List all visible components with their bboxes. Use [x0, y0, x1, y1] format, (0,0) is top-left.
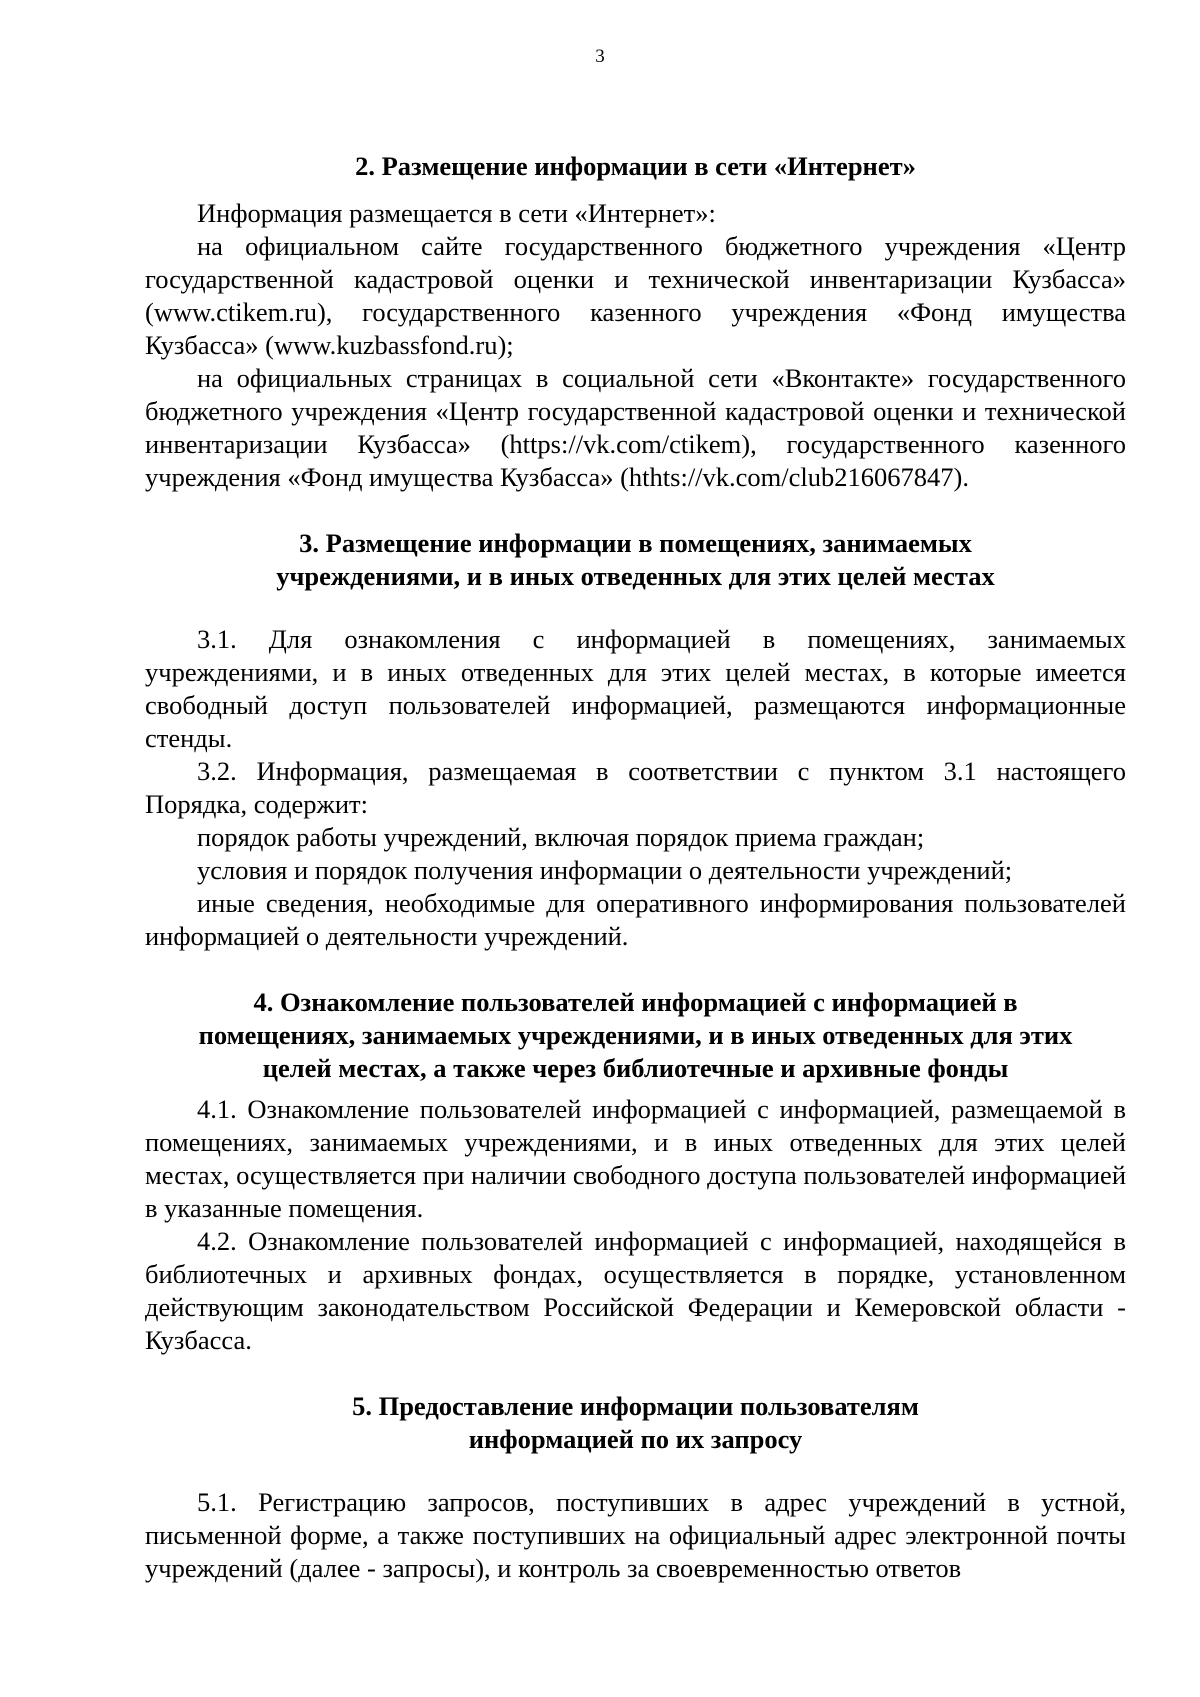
section-4-heading-line-1: 4. Ознакомление пользователей информацией с информацией в — [253, 987, 1018, 1017]
section-5-heading-line-2: информацией по их запросу — [468, 1424, 803, 1454]
section-3-heading — [145, 527, 1126, 593]
section-5-paragraph: 5.1. Регистрацию запросов, поступивших в адрес учреждений в устной, письменной форме, а также поступивших на официальный адрес электронной почты учреждений (далее - запросы), и контроль за своевременностью ответов — [145, 1487, 1126, 1583]
section-2-paragraph: на официальных страницах в социальной сети «Вконтакте» государственного бюджетного учреждения «Центр государственной кадастровой оценки и технической инвентаризации Кузбасса» (https://vk.com/ctikem), государственного казенного учреждения «Фонд имущества Кузбасса» (hthts://vk.com/club216067847). — [145, 363, 1126, 492]
section-5-heading — [145, 1390, 1126, 1456]
section-3-paragraph: 3.2. Информация, размещаемая в соответствии с пунктом 3.1 настоящего Порядка, содержит: — [145, 756, 1126, 819]
section-2-heading: 2. Размещение информации в сети «Интернет» — [355, 151, 916, 181]
section-3-heading-line-1: 3. Размещение информации в помещениях, занимаемых — [299, 528, 972, 558]
section-4-heading — [145, 986, 1126, 1085]
section-3-heading-line-2: учреждениями, и в иных отведенных для этих целей местах — [276, 561, 995, 591]
document-body — [145, 150, 1126, 1585]
section-2-intro: Информация размещается в сети «Интернет»: — [197, 198, 716, 228]
section-2-paragraph: на официальном сайте государственного бюджетного учреждения «Центр государственной кадастровой оценки и технической инвентаризации Кузбасса» (www.ctikem.ru), государственного казенного учреждения «Фонд имущества Кузбасса» (www.kuzbassfond.ru); — [145, 231, 1126, 360]
section-3-list-item: порядок работы учреждений, включая порядок приема граждан; — [197, 822, 925, 852]
section-3-list-item: иные сведения, необходимые для оперативного информирования пользователей информацией о деятельности учреждений. — [145, 888, 1126, 951]
section-5-heading-line-1: 5. Предоставление информации пользователям — [352, 1391, 919, 1421]
section-4-heading-line-2: помещениях, занимаемых учреждениями, и в иных отведенных для этих — [198, 1020, 1073, 1050]
section-3-list-item: условия и порядок получения информации о деятельности учреждений; — [197, 855, 1013, 885]
section-4-paragraph: 4.1. Ознакомление пользователей информацией с информацией, размещаемой в помещениях, занимаемых учреждениями, и в иных отведенных для этих целей местах, осуществляется при наличии свободного доступа пользователей информацией в указанные помещения. — [145, 1094, 1126, 1223]
section-3-paragraph: 3.1. Для ознакомления с информацией в помещениях, занимаемых учреждениями, и в иных отведенных для этих целей местах, в которые имеется свободный доступ пользователей информацией, размещаются информационные стенды. — [145, 624, 1126, 753]
section-4-paragraph: 4.2. Ознакомление пользователей информацией с информацией, находящейся в библиотечных и архивных фондах, осуществляется в порядке, установленном действующим законодательством Российской Федерации и Кемеровской области - Кузбасса. — [145, 1226, 1126, 1355]
page-number: 3 — [595, 46, 605, 67]
section-4-heading-line-3: целей местах, а также через библиотечные и архивные фонды — [262, 1053, 1009, 1083]
